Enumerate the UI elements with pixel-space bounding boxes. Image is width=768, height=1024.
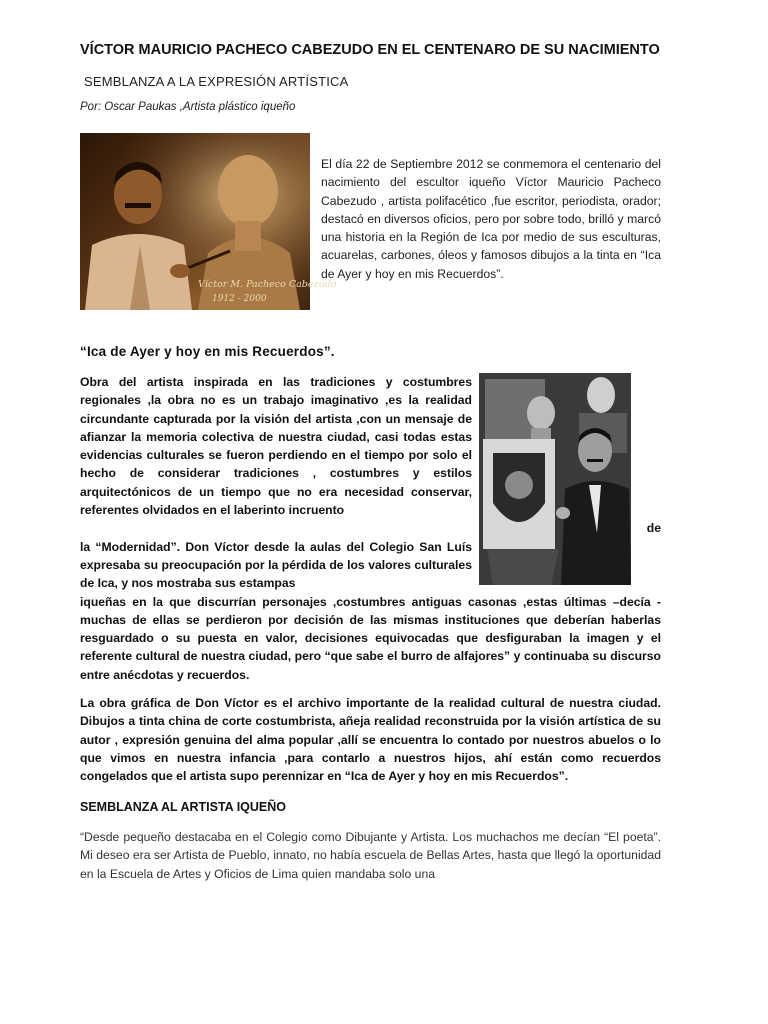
bw-artist-photo [479,373,631,585]
author-byline: Por: Oscar Paukas ,Artista plástico iqueño [80,101,296,113]
sepia-portrait-photo [80,133,337,310]
semblanza-paragraph: “Desde pequeño destacaba en el Colegio como Dibujante y Artista. Los muchachos me decían “El poeta”. Mi deseo era ser Artista de Pueblo, innato, no había escuela de Bellas Artes, hasta que llegó la oportunidad en la Escuela de Artes y Oficios de Lima quien mandaba solo una [80,829,661,881]
page-subtitle: SEMBLANZA A LA EXPRESIÓN ARTÍSTICA [84,74,349,89]
ica-wrap-connector [80,519,661,537]
ica-paragraph-wrapped-2: la “Modernidad”. Don Víctor desde la aulas del Colegio San Luís expresaba su preocupación por la pérdida de los valores culturales de Ica, y nos mostraba sus estampas [80,539,472,591]
page-title: VÍCTOR MAURICIO PACHECO CABEZUDO EN EL CENTENARO DE SU NACIMIENTO [80,42,660,58]
ica-connector-word: de [646,521,661,536]
intro-block [80,133,661,311]
grafica-paragraph: La obra gráfica de Don Víctor es el archivo importante de la realidad cultural de nuestra ciudad. Dibujos a tinta china de corte costumbrista, añeja realidad reconstruida por la visión artística de su autor , expresión genuina del alma popular ,allí se encuentra lo contado por nuestros abuelos o lo que vimos en nuestra infancia ,para contarlo a nuestros hijos, ahí están como recuerdos congelados que el artista supo perennizar en “Ica de Ayer y hoy en mis Recuerdos”. [80,696,661,784]
document-page [80,40,661,883]
section-ica [80,373,661,786]
ica-paragraph-wrapped: Obra del artista inspirada en las tradiciones y costumbres regionales ,la obra no es un trabajo imaginativo ,es la realidad circundante capturada por la visión del artista ,con un mensaje de afianzar la memoria colectiva de nuestra ciudad, casi todas estas evidencias culturales se fueron perdiendo en el tiempo por solo el hecho de considerar tradiciones , costumbres y estilos arquitectónicos de un tiempo que no era necesidad conservar, referentes olvidados en el laberinto incruento [80,375,472,518]
photo-caption-years: 1912 - 2000 [212,294,267,304]
ica-paragraph-full: iqueñas en la que discurrían personajes ,costumbres antiguas casonas ,estas últimas –decía - muchas de ellas se perdieron por decisión de las mismas instituciones que deberían haberlas resguardado o su puesta en valor, decisiones equivocadas que desfiguraban la imagen y el referente cultural de nuestra ciudad, pero “que sabe el burro de alfajores” y continuaba su discurso entre anécdotas y recuerdos. [80,594,661,682]
intro-paragraph: El día 22 de Septiembre 2012 se conmemora el centenario del nacimiento del escultor iqueño Víctor Mauricio Pacheco Cabezudo , artista polifacético ,fue escritor, periodista, orador; destacó en diversos oficios, pero por sobre todo, brilló y marcó una historia en la Región de Ica por medio de sus esculturas, acuarelas, carbones, óleos y famosos dibujos a la tinta en “Ica de Ayer y hoy en mis Recuerdos”. [321,157,661,281]
photo-caption-name: Víctor M. Pacheco Cabezudo [198,279,337,290]
section-heading-semblanza: SEMBLANZA AL ARTISTA IQUEÑO [80,799,287,814]
section-heading-ica: “Ica de Ayer y hoy en mis Recuerdos”. [80,344,335,359]
